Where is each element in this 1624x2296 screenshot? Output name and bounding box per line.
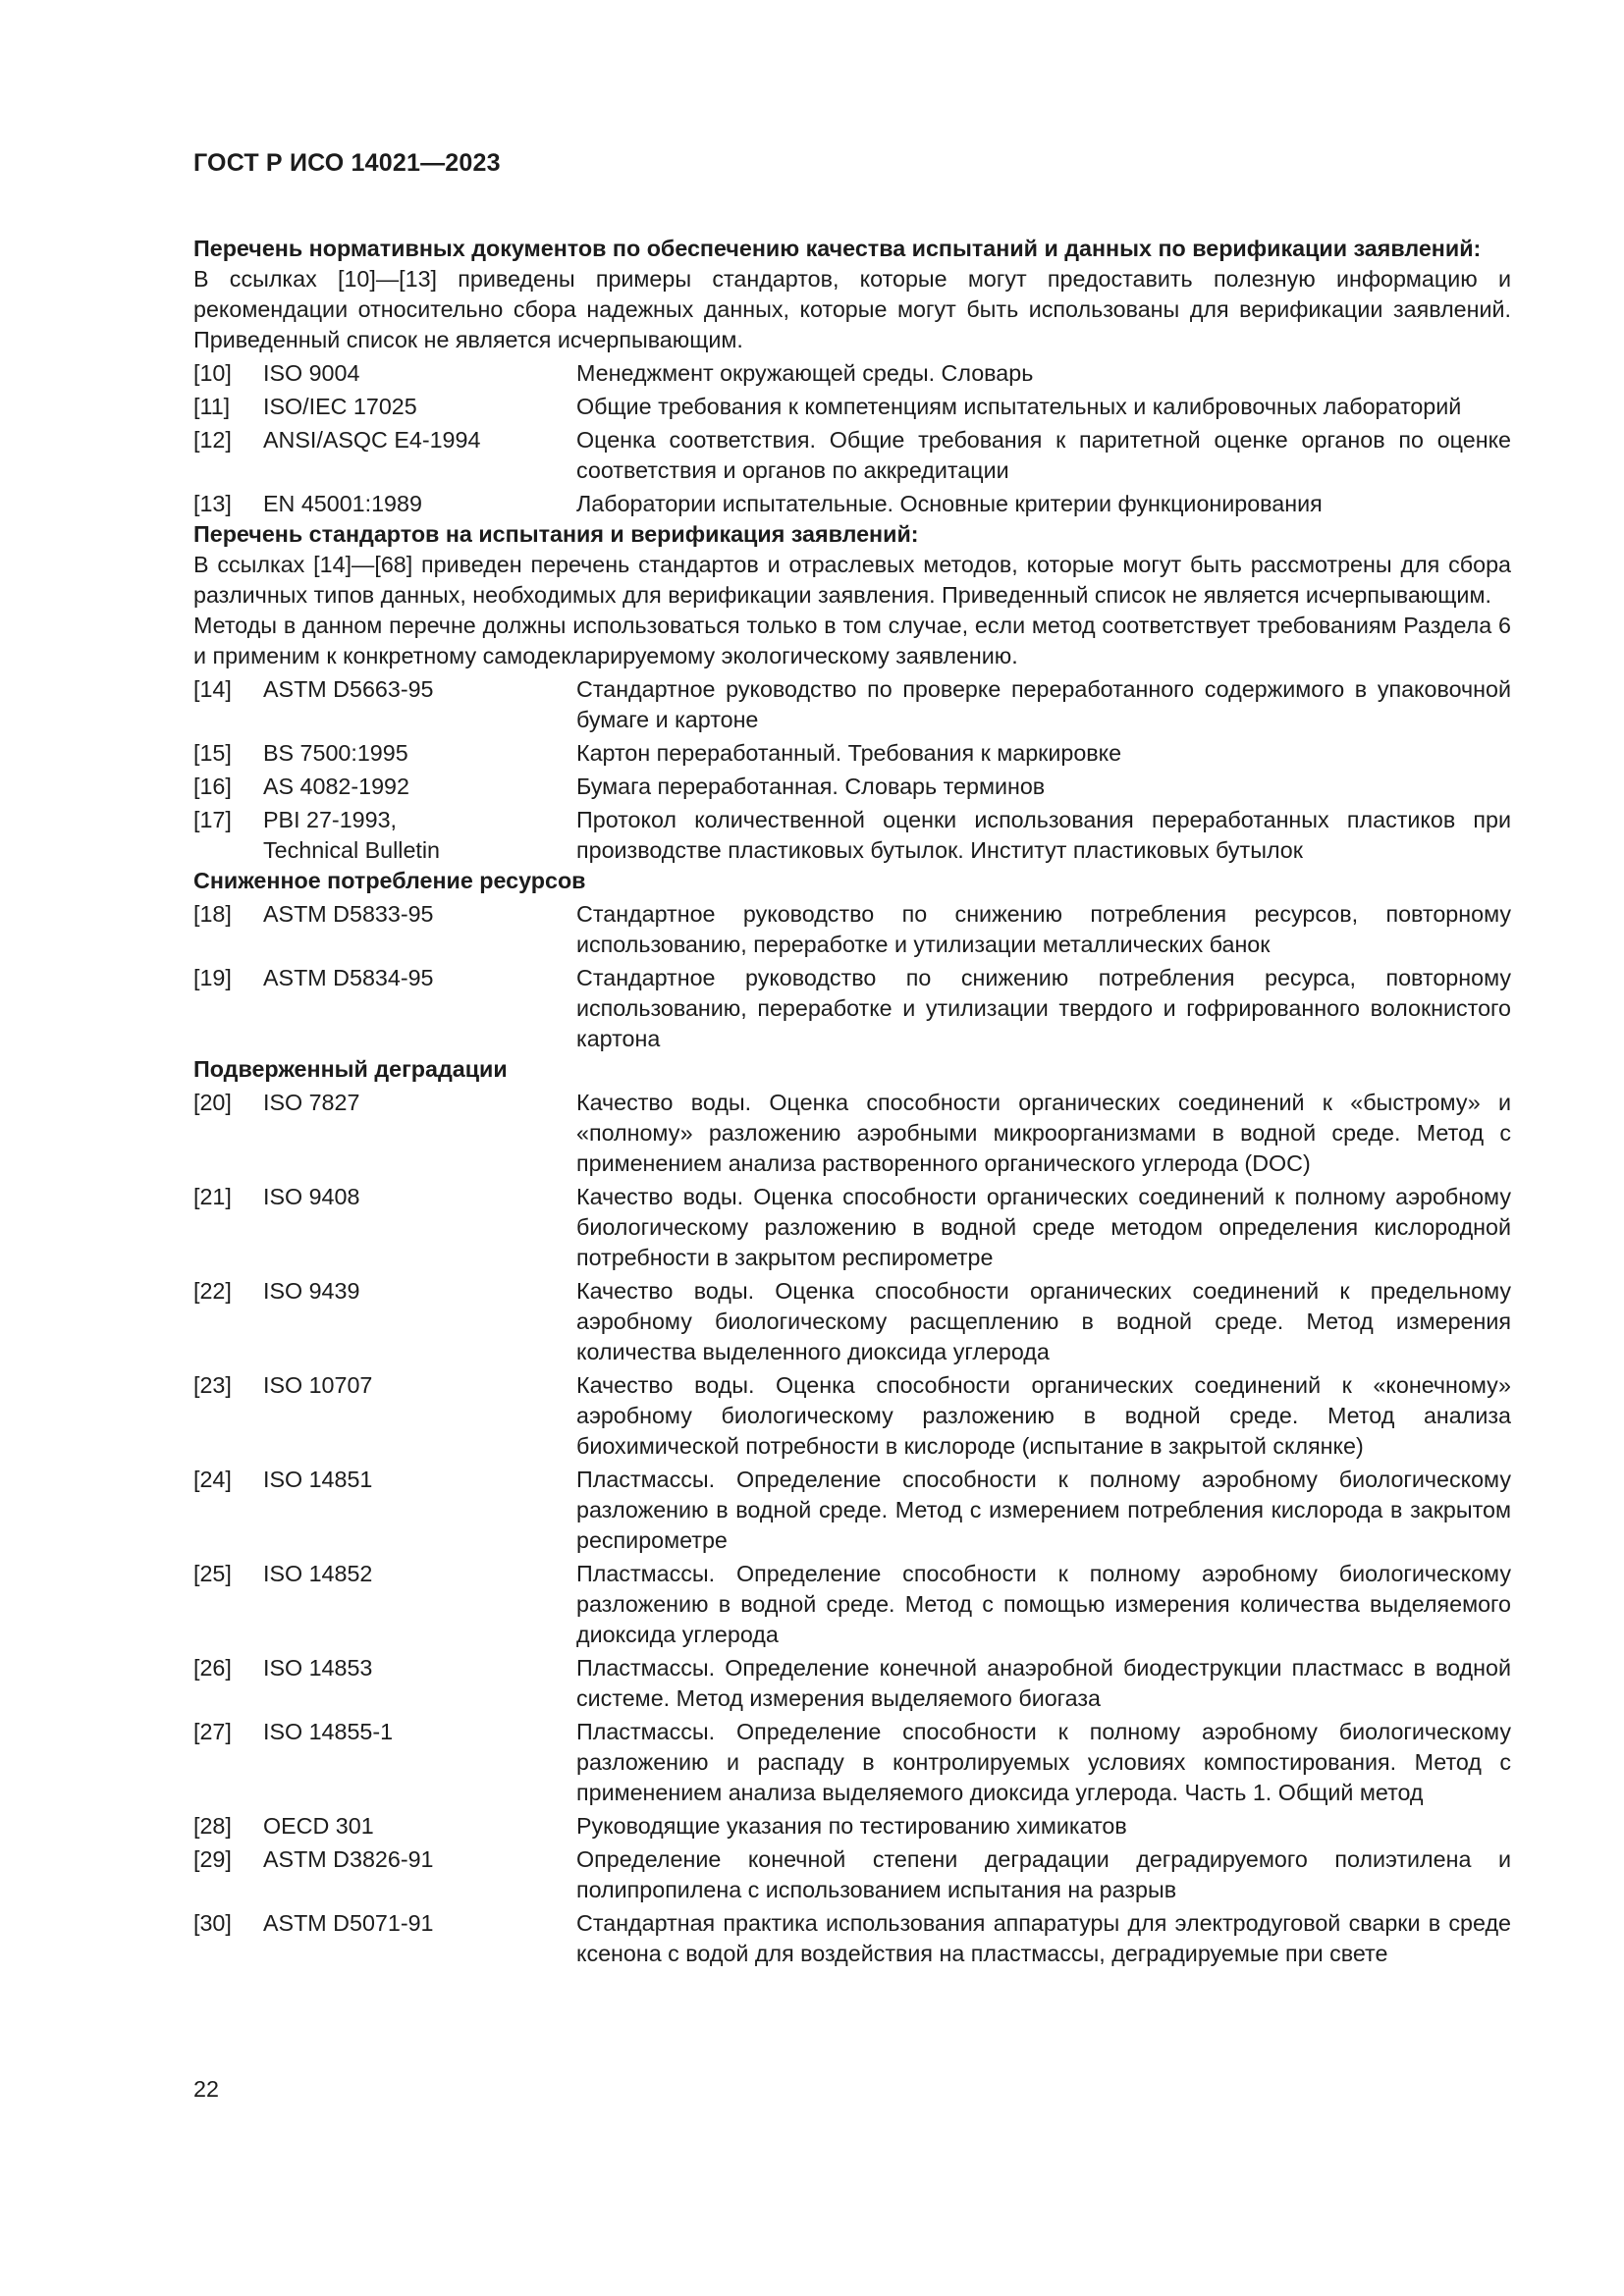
reference-title: Пластмассы. Определение конечной анаэробной биодеструкции пластмасс в водной системе. Метод измерения выделяемого биогаза <box>576 1655 1511 1711</box>
section-paragraph: В ссылках [14]—[68] приведен перечень стандартов и отраслевых методов, которые могут быть рассмотрены для сбора различных типов данных, необходимых для верификации заявления. Приведенный список не является исчерпывающим. <box>193 552 1511 608</box>
section-quality-documents <box>193 234 1511 519</box>
reference-title: Определение конечной степени деградации деградируемого полиэтилена и полипропилена с использованием испытания на разрыв <box>576 1846 1511 1902</box>
reference-title: Пластмассы. Определение способности к полному аэробному биологическому разложению в водной среде. Метод с измерением потребления кислорода в закрытом респирометре <box>576 1467 1511 1553</box>
reference-code: ISO 14852 <box>263 1561 373 1586</box>
reference-title: Картон переработанный. Требования к маркировке <box>576 740 1122 766</box>
reference-row <box>193 1653 1511 1714</box>
reference-number: [16] <box>193 774 232 799</box>
reference-number: [18] <box>193 901 232 927</box>
reference-title: Пластмассы. Определение способности к полному аэробному биологическому разложению в водной среде. Метод с помощью измерения количества выделяемого диоксида углерода <box>576 1561 1511 1647</box>
reference-row <box>193 674 1511 735</box>
reference-title: Качество воды. Оценка способности органических соединений к полному аэробному биологическому разложению в водной среде методом определения кислородной потребности в закрытом респирометре <box>576 1184 1511 1270</box>
reference-row <box>193 1370 1511 1462</box>
reference-row <box>193 1559 1511 1650</box>
reference-row <box>193 358 1511 389</box>
reference-title: Стандартное руководство по снижению потребления ресурсов, повторному использованию, переработке и утилизации металлических банок <box>576 901 1511 957</box>
section-heading: Перечень стандартов на испытания и верификация заявлений: <box>193 521 919 547</box>
reference-row <box>193 489 1511 519</box>
reference-number: [17] <box>193 807 232 832</box>
document-header: ГОСТ Р ИСО 14021—2023 <box>193 149 501 177</box>
reference-code: AS 4082-1992 <box>263 774 409 799</box>
reference-row <box>193 1811 1511 1842</box>
reference-code: ASTM D5663-95 <box>263 676 434 702</box>
reference-title: Общие требования к компетенциям испытательных и калибровочных лабораторий <box>576 394 1462 419</box>
reference-number: [15] <box>193 740 232 766</box>
reference-row <box>193 805 1511 866</box>
section-heading: Перечень нормативных документов по обеспечению качества испытаний и данных по верификации заявлений: <box>193 236 1482 261</box>
section-heading: Сниженное потребление ресурсов <box>193 868 586 893</box>
reference-row <box>193 1182 1511 1273</box>
reference-number: [22] <box>193 1278 232 1304</box>
reference-code: ISO 14855-1 <box>263 1719 394 1744</box>
reference-number: [13] <box>193 491 232 516</box>
reference-number: [27] <box>193 1719 232 1744</box>
reference-title: Качество воды. Оценка способности органических соединений к «конечному» аэробному биологическому разложению в водной среде. Метод анализа биохимической потребности в кислороде (испытание в закрытой склянке) <box>576 1372 1511 1459</box>
reference-code: ASTM D3826-91 <box>263 1846 434 1872</box>
section-reduced-resource <box>193 866 1511 1054</box>
reference-number: [20] <box>193 1090 232 1115</box>
reference-title: Оценка соответствия. Общие требования к паритетной оценке органов по оценке соответствия и органов по аккредитации <box>576 427 1511 483</box>
reference-code: ISO 7827 <box>263 1090 360 1115</box>
reference-row <box>193 899 1511 960</box>
reference-number: [24] <box>193 1467 232 1492</box>
reference-number: [26] <box>193 1655 232 1681</box>
reference-code: ISO 14853 <box>263 1655 373 1681</box>
reference-title: Руководящие указания по тестированию химикатов <box>576 1813 1127 1839</box>
reference-title: Пластмассы. Определение способности к полному аэробному биологическому разложению и распаду в контролируемых условиях компостирования. Метод с применением анализа выделяемого диоксида углерода. Часть 1. Общий метод <box>576 1719 1511 1805</box>
reference-row <box>193 1465 1511 1556</box>
reference-title: Лаборатории испытательные. Основные критерии функционирования <box>576 491 1323 516</box>
page-number: 22 <box>193 2076 219 2102</box>
reference-number: [28] <box>193 1813 232 1839</box>
section-heading: Подверженный деградации <box>193 1056 508 1082</box>
reference-code: ISO 9408 <box>263 1184 360 1209</box>
reference-row <box>193 1844 1511 1905</box>
reference-code: OECD 301 <box>263 1813 374 1839</box>
reference-code: ISO/IEC 17025 <box>263 394 417 419</box>
section-testing-standards <box>193 519 1511 866</box>
reference-number: [14] <box>193 676 232 702</box>
reference-title: Стандартная практика использования аппаратуры для электродуговой сварки в среде ксенона с водой для воздействия на пластмассы, деградируемые при свете <box>576 1910 1511 1966</box>
reference-number: [11] <box>193 394 231 419</box>
reference-row <box>193 963 1511 1054</box>
reference-number: [21] <box>193 1184 232 1209</box>
reference-number: [19] <box>193 965 232 990</box>
reference-title: Качество воды. Оценка способности органических соединений к предельному аэробному биологическому расщеплению в водной среде. Метод измерения количества выделенного диоксида углерода <box>576 1278 1511 1364</box>
reference-row <box>193 772 1511 802</box>
reference-number: [29] <box>193 1846 232 1872</box>
reference-row <box>193 425 1511 486</box>
reference-code: ISO 10707 <box>263 1372 373 1398</box>
document-body <box>193 234 1511 1969</box>
reference-code: EN 45001:1989 <box>263 491 422 516</box>
reference-row <box>193 1908 1511 1969</box>
reference-code: ASTM D5834-95 <box>263 965 434 990</box>
reference-number: [12] <box>193 427 232 453</box>
reference-number: [10] <box>193 360 232 386</box>
reference-title: Стандартное руководство по проверке переработанного содержимого в упаковочной бумаге и картоне <box>576 676 1511 732</box>
reference-code: ISO 14851 <box>263 1467 373 1492</box>
reference-title: Бумага переработанная. Словарь терминов <box>576 774 1046 799</box>
reference-title: Качество воды. Оценка способности органических соединений к «быстрому» и «полному» разложению аэробными микроорганизмами в водной среде. Метод с применением анализа растворенного органического углерода (DOC) <box>576 1090 1511 1176</box>
section-paragraph: Методы в данном перечне должны использоваться только в том случае, если метод соответствует требованиям Раздела 6 и применим к конкретному самодекларируемому экологическому заявлению. <box>193 613 1511 668</box>
reference-code: ASTM D5071-91 <box>263 1910 434 1936</box>
reference-code: ANSI/ASQC E4-1994 <box>263 427 481 453</box>
reference-code: ASTM D5833-95 <box>263 901 434 927</box>
reference-number: [25] <box>193 1561 232 1586</box>
reference-row <box>193 1088 1511 1179</box>
reference-row <box>193 1276 1511 1367</box>
reference-title: Стандартное руководство по снижению потребления ресурса, повторному использованию, переработке и утилизации твердого и гофрированного волокнистого картона <box>576 965 1511 1051</box>
reference-row <box>193 1717 1511 1808</box>
reference-number: [30] <box>193 1910 232 1936</box>
section-degradable <box>193 1054 1511 1969</box>
reference-row <box>193 738 1511 769</box>
reference-number: [23] <box>193 1372 232 1398</box>
reference-code: ISO 9439 <box>263 1278 360 1304</box>
reference-code: ISO 9004 <box>263 360 360 386</box>
section-paragraph: В ссылках [10]—[13] приведены примеры стандартов, которые могут предоставить полезную информацию и рекомендации относительно сбора надежных данных, которые могут быть использованы для верификации заявлений. Приведенный список не является исчерпывающим. <box>193 266 1511 352</box>
reference-code: PBI 27-1993, Technical Bulletin <box>263 807 441 863</box>
reference-title: Протокол количественной оценки использования переработанных пластиков при производстве пластиковых бутылок. Институт пластиковых бутылок <box>576 807 1511 863</box>
reference-title: Менеджмент окружающей среды. Словарь <box>576 360 1034 386</box>
reference-row <box>193 392 1511 422</box>
reference-code: BS 7500:1995 <box>263 740 408 766</box>
